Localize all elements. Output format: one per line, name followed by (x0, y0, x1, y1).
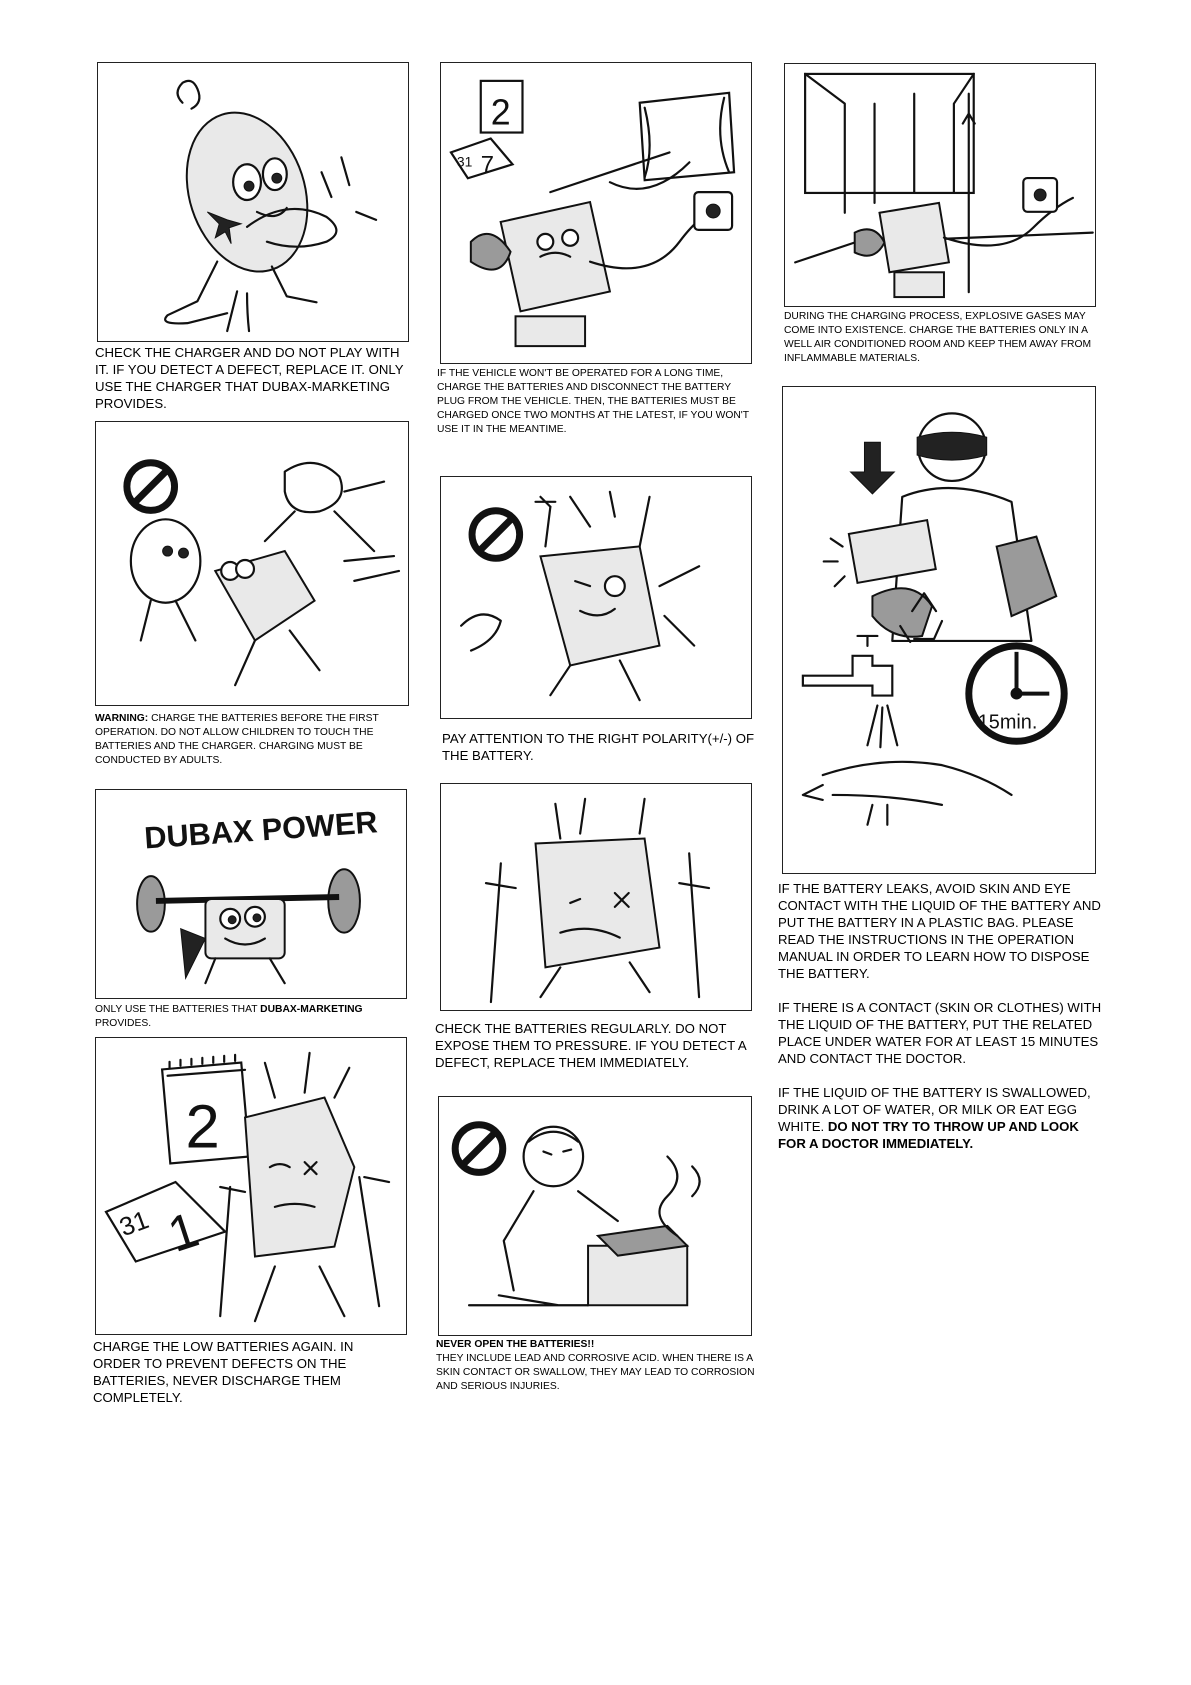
only-use-post-text: PROVIDES. (95, 1018, 152, 1029)
illustration-never-open (438, 1096, 752, 1336)
caption-check-charger: CHECK THE CHARGER AND DO NOT PLAY WITH IT. IF YOU DETECT A DEFECT, REPLACE IT. ONLY USE THE CHARGER THAT DUBAX-MARKETING PROVIDES. (95, 345, 404, 411)
timer-icon (969, 646, 1064, 741)
warning-text: CHARGE THE BATTERIES BEFORE THE FIRST OPERATION. DO NOT ALLOW CHILDREN TO TOUCH THE BATTERIES AND THE CHARGER. CHARGING MUST BE CONDUCTED BY ADULTS. (95, 713, 379, 766)
illustration-warning-children (95, 421, 409, 706)
prohibited-icon (472, 511, 520, 559)
illustration-check-regularly (440, 783, 752, 1011)
illustration-gases (784, 63, 1096, 307)
timer-label: 15min. (977, 711, 1038, 734)
never-open-title: NEVER OPEN THE BATTERIES!! (436, 1339, 595, 1350)
caption-contact: IF THERE IS A CONTACT (SKIN OR CLOTHES) WITH THE LIQUID OF THE BATTERY, PUT THE RELATED PLACE UNDER WATER FOR AT LEAST 15 MINUTES AND CONTACT THE DOCTOR. (778, 1000, 1102, 1066)
swallowed-bold-text: DO NOT TRY TO THROW UP AND LOOK FOR A DOCTOR IMMEDIATELY. (778, 1119, 1079, 1151)
illustration-not-operated (440, 62, 752, 364)
caption-low-batteries: CHARGE THE LOW BATTERIES AGAIN. IN ORDER TO PREVENT DEFECTS ON THE BATTERIES, NEVER DISCHARGE THEM COMPLETELY. (93, 1339, 354, 1405)
caption-warning (95, 712, 413, 768)
prohibited-icon (127, 463, 175, 511)
charger-cartoon-icon (98, 63, 408, 341)
caption-never-open (436, 1338, 766, 1394)
illustration-check-charger (97, 62, 409, 342)
dubax-power-logo: DUBAX POWER (143, 804, 379, 856)
prohibited-icon (455, 1125, 503, 1173)
calendar-month: 7 (480, 151, 495, 179)
caption-gases: DURING THE CHARGING PROCESS, EXPLOSIVE GASES MAY COME INTO EXISTENCE. CHARGE THE BATTERIES ONLY IN A WELL AIR CONDITIONED ROOM AND KEEP THEM AWAY FROM INFLAMMABLE MATERIALS. (784, 311, 1092, 364)
calendar-icon (451, 81, 523, 178)
calendar-number: 2 (490, 92, 511, 133)
illustration-polarity (440, 476, 752, 719)
swallowed-text: IF THE LIQUID OF THE BATTERY IS SWALLOWED, DRINK A LOT OF WATER, OR MILK OR EAT EGG WHITE. (778, 1085, 1091, 1134)
never-open-text: THEY INCLUDE LEAD AND CORROSIVE ACID. WHEN THERE IS A SKIN CONTACT OR SWALLOW, THEY MAY LEAD TO CORROSION AND SERIOUS INJURIES. (436, 1353, 755, 1392)
illustration-dubax-power (95, 789, 407, 999)
arrow-down-icon (851, 442, 895, 494)
calendar-day: 31 (456, 153, 473, 170)
warning-label: WARNING: (95, 713, 149, 724)
only-use-text: ONLY USE THE BATTERIES THAT (95, 1004, 261, 1015)
caption-swallowed (778, 1084, 1108, 1152)
caption-not-operated: IF THE VEHICLE WON'T BE OPERATED FOR A LONG TIME, CHARGE THE BATTERIES AND DISCONNECT THE BATTERY PLUG FROM THE VEHICLE. THEN, THE BATTERIES MUST BE CHARGED ONCE TWO MONTHS AT THE LATEST, IF YOU WON'T USE IT IN THE MEANTIME. (437, 368, 749, 435)
calendar-month: 1 (161, 1201, 206, 1263)
calendar-day: 31 (115, 1205, 153, 1243)
caption-leaks: IF THE BATTERY LEAKS, AVOID SKIN AND EYE CONTACT WITH THE LIQUID OF THE BATTERY AND PUT THE BATTERY IN A PLASTIC BAG. PLEASE READ THE INSTRUCTIONS IN THE OPERATION MANUAL IN ORDER TO LEARN HOW TO DISPOSE THE BATTERY. (778, 881, 1101, 981)
leaks-instructions (778, 880, 1108, 1152)
brand-name: DUBAX-MARKETING (260, 1004, 363, 1015)
calendar-icon (106, 1055, 249, 1263)
caption-check-regularly: CHECK THE BATTERIES REGULARLY. DO NOT EXPOSE THEM TO PRESSURE. IF YOU DETECT A DEFECT, REPLACE THEM IMMEDIATELY. (435, 1021, 746, 1070)
caption-only-use-batteries (95, 1003, 415, 1031)
illustration-leaks (782, 386, 1096, 874)
caption-polarity: PAY ATTENTION TO THE RIGHT POLARITY(+/-) OF THE BATTERY. (442, 731, 755, 763)
illustration-low-batteries (95, 1037, 407, 1335)
calendar-number: 2 (185, 1092, 220, 1162)
